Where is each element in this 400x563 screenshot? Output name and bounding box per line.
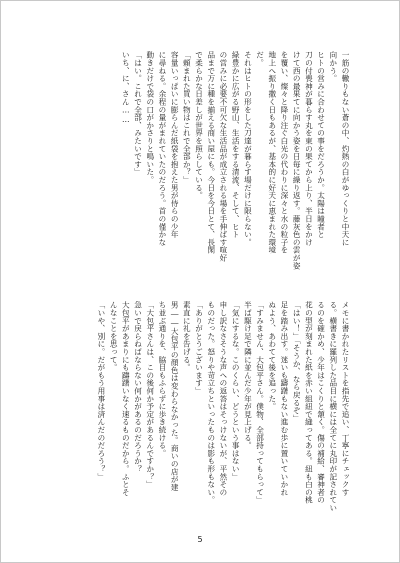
text-line: ものだった。怒りや苛立ちといったものは影も形もない。 bbox=[206, 301, 216, 504]
text-line: 「すみません、大包平さん。僕物、全部持ってもらって」 bbox=[255, 301, 265, 504]
bottom-text-block bbox=[95, 301, 351, 521]
text-line: に尋ねる。余程の量がまれていたのだろう。首の僅かな bbox=[157, 51, 167, 246]
text-line: 地上へ振り撒く日もあるが、基本的に好天に恵まれた環境 bbox=[267, 51, 277, 254]
text-line: 動きだけで袋の口がかさりと鳴いた。 bbox=[145, 51, 155, 184]
text-line: だ。 bbox=[255, 51, 265, 67]
text-line: 「頼まれた買い物はこれで全部か？」 bbox=[182, 51, 192, 184]
text-line: 一筋の轍りもない蒼の中、灼熱の白がゆっくりと中天に bbox=[341, 51, 350, 246]
text-line: ぬよう、あわてて後を追った。 bbox=[267, 301, 277, 411]
text-line: 「はい。これで全部、みたいです」 bbox=[133, 51, 143, 176]
text-line: ヒトの営みに合わせての事をだろうか。太陽は瞳者と bbox=[316, 51, 326, 239]
text-line: 刀の付喪神が暮らす丸を東の果てから上り、半日をかけ bbox=[304, 51, 314, 246]
text-line: 緑豊かに広がる野山、生活をする清流、そして、ヒト bbox=[231, 51, 241, 239]
text-line: メモに書かれたリストを指先で追い、丁寧にチェックす bbox=[341, 301, 350, 496]
text-line: 「大包平さんは、この後何か予定があるんですか？」 bbox=[145, 301, 155, 489]
text-line: んなことを思って。 bbox=[109, 301, 119, 372]
text-line: けて西の最果てに向かう姿を日毎に繰り返す。藤灰色の雲が姿 bbox=[292, 51, 302, 270]
text-line: る。横書きに羅列した品目に横には全てに丸印が記されてい bbox=[328, 301, 338, 512]
text-line: それはヒトの形をした刀達が暮らす場だけに限らない。 bbox=[243, 51, 253, 246]
text-line: 容量いっぱいに膨らんだ紙袋を抱えた男が侍らの少年 bbox=[170, 51, 180, 239]
text-line: いち、に、さん…… bbox=[121, 51, 131, 124]
text-line: 足を踏み出す。迷いも躊躇もない進む歩に置いていかれ bbox=[279, 301, 289, 496]
text-line: 「気にするな。このくらい、どうという事はない」 bbox=[231, 301, 241, 481]
text-line: 急いで戻らねばならない何かがあるのだろうか？ bbox=[133, 301, 143, 473]
text-line: の営みに必要不可欠な生活品が成立される場を手伸ばす喧好 bbox=[218, 51, 228, 262]
text-line: 向かう。 bbox=[328, 51, 338, 83]
text-line: 品まで万に種を揃える商い屋にも。今日を今日とて、長閑 bbox=[206, 51, 216, 254]
text-line: 「ありがとうございます」 bbox=[194, 301, 204, 395]
top-text-block bbox=[119, 51, 351, 271]
text-line: ち並ぶ通りを、脇目もふらずに歩き続ける。 bbox=[157, 301, 167, 457]
text-line: で柔らかな日差しが世界を照らしている。 bbox=[194, 51, 204, 200]
text-line: 大包平があまりにも躊躇いなく速るものだから。ふとそ bbox=[121, 301, 131, 496]
page-number: 5 bbox=[197, 535, 203, 544]
text-line: 素直に礼を告げる。 bbox=[182, 301, 192, 372]
text-line: 花の型が刻まれた紙を赤い組紐で縫ってある。紐も白の桃 bbox=[304, 301, 314, 504]
text-line: 申し訳なさそうな声への返答はそっけないが、平然その bbox=[218, 301, 228, 496]
text-line: 「いや、別に。だがもう用事は済んだのだろう？」 bbox=[96, 301, 106, 481]
text-line: 男――大包平の顔色は変わらなかった。商いの店が建 bbox=[170, 301, 180, 491]
text-line: 半ば駆け足で隣に並んだ少年が見上げる。 bbox=[243, 301, 253, 450]
text-line: 「はい！」「そうか、なら戻るぞ」 bbox=[292, 301, 302, 422]
text-line: を覆い、燦々と降り注ぐ白光の代わりに深々と水の粒子を bbox=[279, 51, 289, 254]
text-line: るのを確かめ、少年はこくりと頷く。傷の補給、審神者の bbox=[316, 301, 326, 504]
